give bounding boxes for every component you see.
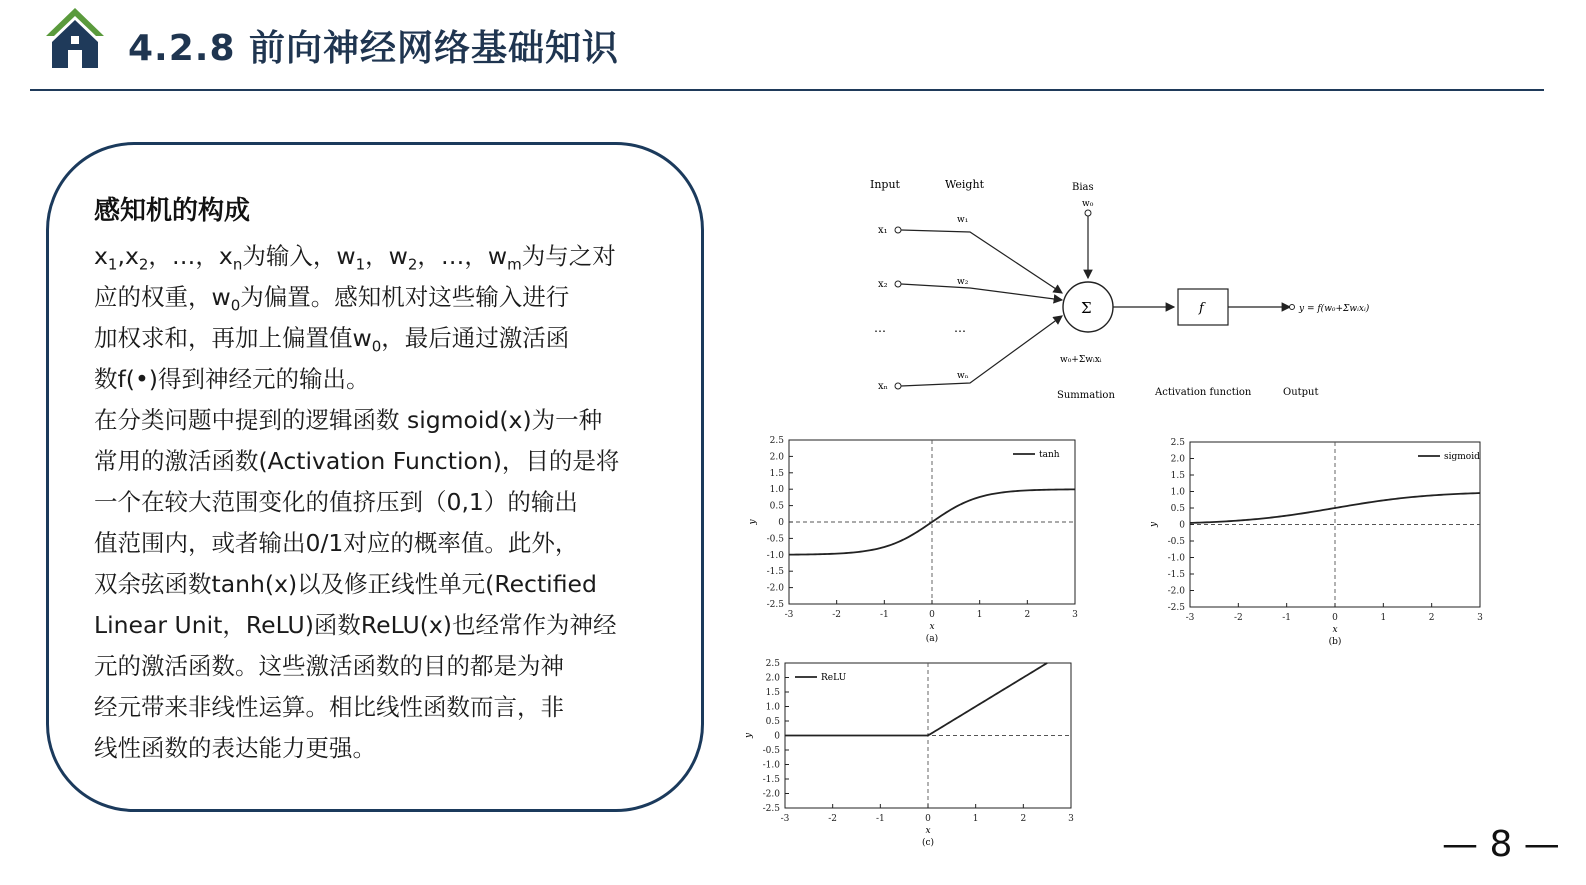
y-tick-label: -2.5 xyxy=(1167,603,1185,613)
chart-caption: (a) xyxy=(925,634,939,644)
x-tick-label: -3 xyxy=(780,814,790,824)
x-tick-label: -1 xyxy=(879,610,889,620)
sum-formula: w₀+Σwᵢxᵢ xyxy=(1060,355,1102,365)
y-tick-label: 0.5 xyxy=(765,717,780,727)
diagram-label-summation: Summation xyxy=(1057,390,1115,401)
x-tick-label: 1 xyxy=(1380,613,1387,623)
diagram-label-input: Input xyxy=(870,178,900,191)
y-tick-label: 1.5 xyxy=(1170,471,1185,481)
subscript-text: 0 xyxy=(230,296,241,315)
body-text: 在分类问题中提到的逻辑函数 sigmoid(x)为一种 xyxy=(94,406,603,434)
x-axis-label: x xyxy=(929,622,935,632)
chart-sigmoid xyxy=(1148,432,1488,652)
x-tick-label: 1 xyxy=(972,814,979,824)
subscript-text: m xyxy=(507,255,522,274)
x-tick-label: -1 xyxy=(1282,613,1292,623)
y-tick-label: 1.5 xyxy=(769,468,784,479)
house-logo-icon xyxy=(44,6,106,70)
y-tick-label: 0 xyxy=(778,518,784,528)
sum-symbol: Σ xyxy=(1081,299,1092,317)
chart-tanh xyxy=(745,432,1085,652)
body-text: 经元带来非线性运算。相比线性函数而言，非 xyxy=(94,693,564,721)
y-tick-label: -1.5 xyxy=(762,775,780,785)
diagram-label-activation: Activation function xyxy=(1155,387,1252,398)
output-formula: y = f(w₀+Σwᵢxᵢ) xyxy=(1299,304,1370,314)
chart-relu xyxy=(745,655,1085,850)
diagram-x1: x₁ xyxy=(878,225,888,236)
x-tick-label: 3 xyxy=(1477,613,1483,623)
y-tick-label: 2.0 xyxy=(765,673,780,684)
x-tick-label: -2 xyxy=(1233,613,1243,623)
diagram-label-weight: Weight xyxy=(945,178,984,191)
x-tick-label: 3 xyxy=(1068,814,1074,824)
y-tick-label: 0.5 xyxy=(769,501,784,512)
y-tick-label: 2.5 xyxy=(765,659,780,669)
slide-header xyxy=(0,0,1586,92)
chart-caption: (b) xyxy=(1328,637,1342,647)
body-text: 为输入，w xyxy=(242,242,356,270)
subscript-text: 1 xyxy=(107,255,118,274)
diagram-xn: xₙ xyxy=(878,381,888,392)
card-heading: 感知机的构成 xyxy=(94,196,251,226)
y-tick-label: 1.0 xyxy=(1170,487,1185,498)
x-tick-label: 3 xyxy=(1072,610,1078,620)
body-text: ，w xyxy=(365,242,408,270)
legend-label: tanh xyxy=(1039,450,1060,460)
body-text: 应的权重，w xyxy=(94,283,231,311)
card-body-line xyxy=(94,236,666,277)
diagram-bias-var: w₀ xyxy=(1082,199,1094,209)
y-tick-label: -1.5 xyxy=(1167,570,1185,580)
body-text: 线性函数的表达能力更强。 xyxy=(94,734,376,762)
x-tick-label: 2 xyxy=(1428,613,1435,623)
diagram-x2: x₂ xyxy=(878,279,888,290)
diagram-w1: w₁ xyxy=(957,215,969,225)
card-body-line xyxy=(94,646,666,687)
x-tick-label: -3 xyxy=(784,610,794,620)
series-line-sigmoid xyxy=(1190,493,1480,523)
y-tick-label: -0.5 xyxy=(766,534,784,545)
subscript-text: 2 xyxy=(138,255,149,274)
y-tick-label: 1.0 xyxy=(765,702,780,713)
y-axis-label: y xyxy=(1149,521,1159,528)
diagram-w-dots: … xyxy=(954,321,966,335)
card-body-line xyxy=(94,687,666,728)
subscript-text: 1 xyxy=(355,255,366,274)
card-body-line xyxy=(94,277,666,318)
card-body-line xyxy=(94,728,666,769)
card-body-line xyxy=(94,359,666,400)
body-text: 一个在较大范围变化的值挤压到（0,1）的输出 xyxy=(94,488,578,516)
x-axis-label: x xyxy=(925,826,931,836)
x-tick-label: 1 xyxy=(976,610,983,620)
page-number: — 8 — xyxy=(1442,824,1560,865)
y-tick-label: 2.0 xyxy=(769,452,784,463)
page-title: 4.2.8 前向神经网络基础知识 xyxy=(128,28,620,69)
legend-label: ReLU xyxy=(821,673,847,683)
y-tick-label: 2.0 xyxy=(1170,454,1185,465)
y-axis-label: y xyxy=(745,732,754,739)
body-text: 常用的激活函数(Activation Function)，目的是将 xyxy=(94,447,620,475)
y-tick-label: 0 xyxy=(1179,520,1185,531)
diagram-x-dots: … xyxy=(874,321,886,335)
body-text: Linear Unit，ReLU)函数ReLU(x)也经常作为神经 xyxy=(94,611,617,639)
perceptron-diagram xyxy=(862,168,1402,408)
y-tick-label: -1.0 xyxy=(1167,553,1185,564)
y-tick-label: -1.5 xyxy=(766,567,784,578)
x-tick-label: -2 xyxy=(832,610,842,620)
x-tick-label: 2 xyxy=(1024,610,1031,620)
x-axis-label: x xyxy=(1332,625,1338,635)
body-text: 双余弦函数tanh(x)以及修正线性单元(Rectified xyxy=(94,570,597,598)
x-tick-label: 0 xyxy=(925,814,931,824)
body-text: ，…，x xyxy=(148,242,233,270)
y-tick-label: 2.5 xyxy=(769,436,784,446)
card-body-line xyxy=(94,400,666,441)
body-text: 为与之对 xyxy=(521,242,616,270)
subscript-text: n xyxy=(232,255,243,274)
diagram-w2: w₂ xyxy=(957,277,969,287)
x-tick-label: 0 xyxy=(929,610,935,620)
y-tick-label: -2.0 xyxy=(1167,586,1185,597)
body-text: ,x xyxy=(117,242,139,270)
chart-caption: (c) xyxy=(921,838,935,848)
y-tick-label: -2.0 xyxy=(762,789,780,800)
y-tick-label: 2.5 xyxy=(1170,438,1185,448)
y-tick-label: -2.0 xyxy=(766,583,784,594)
y-tick-label: -0.5 xyxy=(1167,537,1185,547)
body-text: 加权求和，再加上偏置值w xyxy=(94,324,372,352)
x-tick-label: -1 xyxy=(875,814,885,824)
y-tick-label: 0 xyxy=(774,731,780,742)
subscript-text: 2 xyxy=(407,255,418,274)
card-body-line xyxy=(94,318,666,359)
body-text: 值范围内，或者输出0/1对应的概率值。此外， xyxy=(94,529,579,557)
x-tick-label: 0 xyxy=(1332,613,1338,623)
body-text: 为偏置。感知机对这些输入进行 xyxy=(240,283,570,311)
card-body-line xyxy=(94,605,666,646)
body-text: ，…，w xyxy=(417,242,508,270)
y-tick-label: -1.0 xyxy=(766,550,784,561)
y-tick-label: -2.5 xyxy=(766,600,784,610)
body-text: 元的激活函数。这些激活函数的目的都是为神 xyxy=(94,652,564,680)
y-tick-label: 1.0 xyxy=(769,485,784,496)
body-text: x xyxy=(94,242,108,270)
card-body-text xyxy=(94,236,666,769)
title-divider xyxy=(30,89,1544,91)
body-text: 数f(•)得到神经元的输出。 xyxy=(94,365,370,393)
card-body-line xyxy=(94,482,666,523)
body-text: ，最后通过激活函 xyxy=(381,324,570,352)
y-tick-label: -1.0 xyxy=(762,760,780,771)
card-body-line xyxy=(94,564,666,605)
y-tick-label: -0.5 xyxy=(762,746,780,756)
diagram-wn: wₙ xyxy=(957,371,969,381)
x-tick-label: -2 xyxy=(828,814,838,824)
card-body-line xyxy=(94,523,666,564)
y-axis-label: y xyxy=(748,519,758,525)
y-tick-label: 0.5 xyxy=(1170,504,1185,514)
diagram-label-output: Output xyxy=(1283,387,1319,398)
x-tick-label: -3 xyxy=(1185,613,1195,623)
card-body-line xyxy=(94,441,666,482)
y-tick-label: 1.5 xyxy=(765,688,780,698)
diagram-label-bias: Bias xyxy=(1072,182,1094,193)
y-tick-label: -2.5 xyxy=(762,804,780,814)
legend-label: sigmoid xyxy=(1444,452,1480,462)
x-tick-label: 2 xyxy=(1020,814,1027,824)
activation-symbol: f xyxy=(1199,301,1204,316)
subscript-text: 0 xyxy=(371,337,382,356)
